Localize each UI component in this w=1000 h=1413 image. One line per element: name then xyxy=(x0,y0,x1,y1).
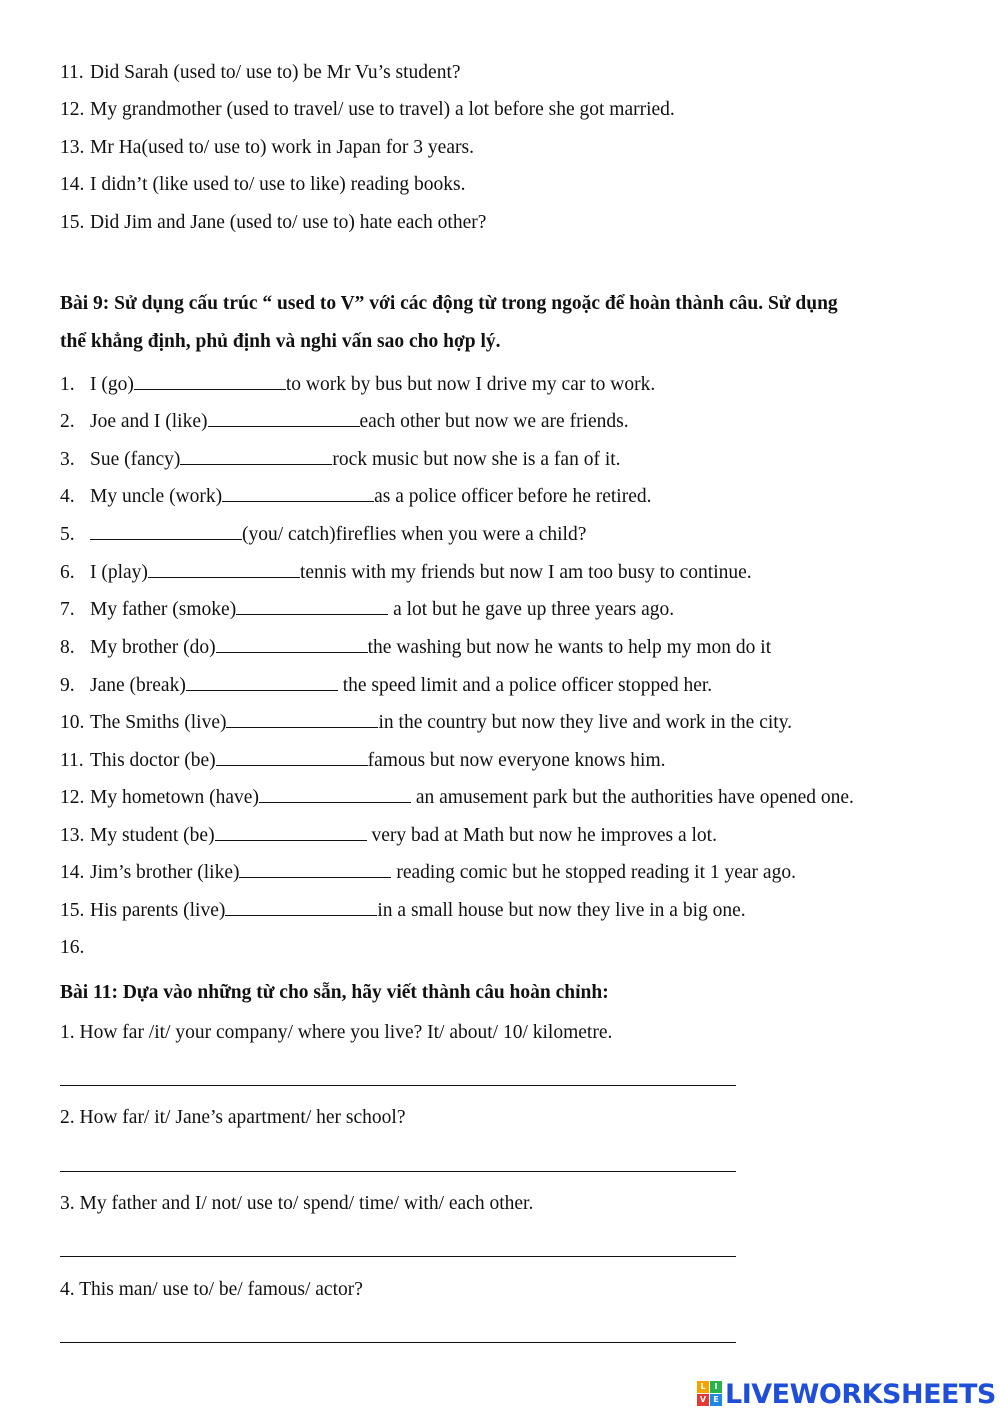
sentence-prompt: 1. How far /it/ your company/ where you live? It/ about/ 10/ kilometre. xyxy=(60,1022,613,1043)
exercise-item: 15. His parents (live) in a small house but now they live in a big one. xyxy=(60,897,746,924)
exercise-item: 12. My hometown (have) an amusement park but the authorities have opened one. xyxy=(60,784,854,811)
bai11-heading: Bài 11: Dựa vào những từ cho sẵn, hãy viết thành câu hoàn chỉnh: xyxy=(60,982,609,1003)
logo-block: E xyxy=(710,1394,722,1406)
answer-blank[interactable] xyxy=(239,859,391,878)
answer-blank[interactable] xyxy=(216,747,368,766)
bai9-heading: Bài 9: Sử dụng cấu trúc “ used to V” với các động từ trong ngoặc để hoàn thành câu. Sử dụng xyxy=(60,293,838,314)
logo-block: V xyxy=(697,1394,709,1406)
answer-blank[interactable] xyxy=(236,596,388,615)
prev-item: 12. My grandmother (used to travel/ use to travel) a lot before she got married. xyxy=(60,99,675,120)
exercise-item: 11. This doctor (be) famous but now everyone knows him. xyxy=(60,747,666,774)
exercise-item: 1. I (go) to work by bus but now I drive my car to work. xyxy=(60,371,655,398)
logo-block: L xyxy=(697,1381,709,1393)
exercise-item: 9. Jane (break) the speed limit and a police officer stopped her. xyxy=(60,672,712,699)
answer-line[interactable] xyxy=(60,1256,736,1257)
exercise-item: 6. I (play) tennis with my friends but now I am too busy to continue. xyxy=(60,559,752,586)
exercise-item: 7. My father (smoke) a lot but he gave up three years ago. xyxy=(60,596,674,623)
answer-line[interactable] xyxy=(60,1342,736,1343)
exercise-item: 8. My brother (do) the washing but now he wants to help my mon do it xyxy=(60,634,771,661)
sentence-prompt: 4. This man/ use to/ be/ famous/ actor? xyxy=(60,1279,363,1300)
answer-blank[interactable] xyxy=(148,559,300,578)
exercise-item: 10. The Smiths (live) in the country but now they live and work in the city. xyxy=(60,709,792,736)
exercise-item-empty: 16. xyxy=(60,937,85,958)
prev-item: 11. Did Sarah (used to/ use to) be Mr Vu’s student? xyxy=(60,62,461,83)
answer-blank[interactable] xyxy=(222,483,374,502)
exercise-item: 3. Sue (fancy) rock music but now she is a fan of it. xyxy=(60,446,621,473)
answer-blank[interactable] xyxy=(215,822,367,841)
answer-line[interactable] xyxy=(60,1085,736,1086)
logo-block: I xyxy=(710,1381,722,1393)
answer-blank[interactable] xyxy=(134,371,286,390)
exercise-item: 5. (you/ catch)fireflies when you were a child? xyxy=(60,521,586,548)
exercise-item: 14. Jim’s brother (like) reading comic but he stopped reading it 1 year ago. xyxy=(60,859,796,886)
answer-blank[interactable] xyxy=(208,408,360,427)
liveworksheets-logo xyxy=(697,1378,996,1410)
exercise-item: 13. My student (be) very bad at Math but now he improves a lot. xyxy=(60,822,717,849)
prev-item: 14. I didn’t (like used to/ use to like) reading books. xyxy=(60,174,466,195)
answer-blank[interactable] xyxy=(226,709,378,728)
prev-item: 13. Mr Ha(used to/ use to) work in Japan for 3 years. xyxy=(60,137,474,158)
logo-blocks-icon xyxy=(697,1381,723,1407)
logo-text: LIVEWORKSHEETS xyxy=(725,1378,996,1410)
answer-blank[interactable] xyxy=(225,897,377,916)
exercise-item: 4. My uncle (work) as a police officer before he retired. xyxy=(60,483,652,510)
exercise-item: 2. Joe and I (like) each other but now we are friends. xyxy=(60,408,629,435)
sentence-prompt: 3. My father and I/ not/ use to/ spend/ time/ with/ each other. xyxy=(60,1193,534,1214)
answer-blank[interactable] xyxy=(259,784,411,803)
answer-blank[interactable] xyxy=(216,634,368,653)
answer-blank[interactable] xyxy=(186,672,338,691)
answer-line[interactable] xyxy=(60,1171,736,1172)
answer-blank[interactable] xyxy=(90,521,242,540)
answer-blank[interactable] xyxy=(180,446,332,465)
bai9-heading-cont: thể khẳng định, phủ định và nghi vấn sao cho hợp lý. xyxy=(60,331,501,352)
prev-item: 15. Did Jim and Jane (used to/ use to) hate each other? xyxy=(60,212,487,233)
sentence-prompt: 2. How far/ it/ Jane’s apartment/ her school? xyxy=(60,1107,406,1128)
